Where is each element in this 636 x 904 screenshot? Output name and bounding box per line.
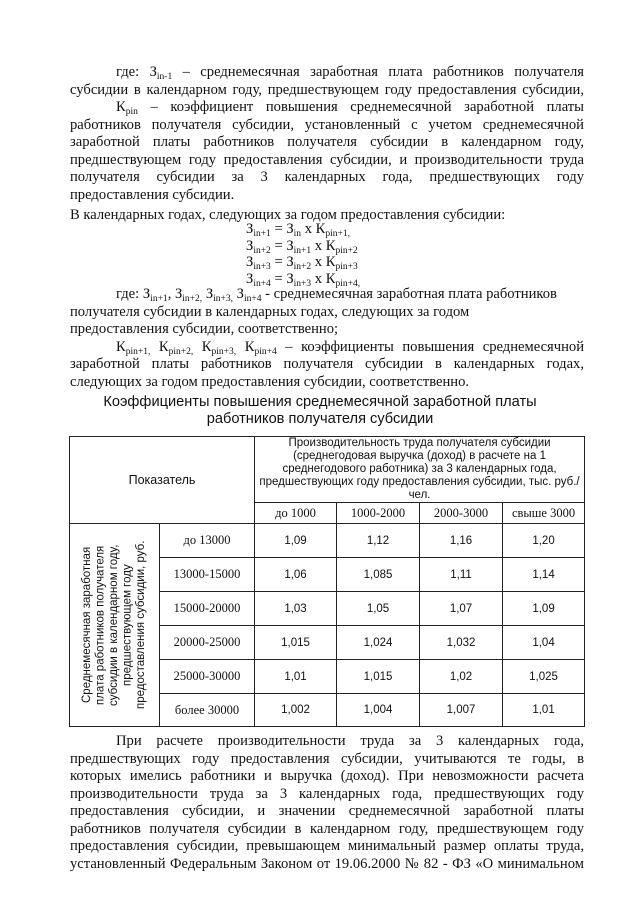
formula-block — [246, 221, 360, 287]
productivity-header: Производительность труда получателя субсидии (среднегодовая выручка (доход) в расчете на 1 среднегодового работника) за 3 календарных года, предшествующих году предоставления субсидии, тыс. руб./чел. — [255, 437, 585, 503]
row-range: 20000-25000 — [160, 626, 255, 660]
row-range: 13000-15000 — [160, 558, 255, 592]
para3-line7: предоставления субсидии, превышающем минимальный размер оплаты труда, — [70, 838, 584, 854]
table-cell: 1,06 — [255, 558, 337, 592]
k-line1: $К_{pin+1,}$ $К_{pin+2,}$ $К_{pin+3,}$ $К_{pin+4}$ – коэффициенты повышения среднемесячной — [116, 338, 585, 357]
row-range: более 30000 — [160, 694, 255, 727]
salary-row-header-text: Среднемесячная заработная плата работников получателя субсидии в календарном году, предшествующем году предоставления субсидии, руб. — [80, 540, 147, 710]
para3-line8: установленный Федеральным Законом от 19.06.2000 № 82 - ФЗ «О минимальном — [70, 855, 584, 872]
row-range: 25000-30000 — [160, 660, 255, 694]
para3-line5: предоставления субсидии, и значении среднемесячной заработной платы — [70, 803, 584, 819]
para1-line4: работников получателя субсидии, установленный с учетом среднемесячной — [70, 116, 584, 133]
indicator-header: Показатель — [70, 437, 255, 524]
table-cell: 1,085 — [337, 558, 420, 592]
row-range: 15000-20000 — [160, 592, 255, 626]
para1-line2: субсидии в календарном году, предшествующем году предоставления субсидии, — [70, 81, 584, 98]
k-line3: следующих за годом предоставления субсидии, соответственно. — [70, 373, 470, 390]
salary-row-header — [70, 524, 160, 727]
table-cell: 1,024 — [337, 626, 420, 660]
k-line2: заработной платы работников получателя субсидии в календарных годах, — [70, 356, 584, 372]
formula-4: $З_{in+4} = З_{in+3}$ х $К_{pin+4,}$ — [246, 270, 361, 289]
table-cell: 1,05 — [337, 592, 420, 626]
para3-line6: работников получателя субсидии в календарном году, предшествующем году — [70, 820, 584, 837]
table-cell: 1,07 — [420, 592, 503, 626]
table-cell: 1,20 — [503, 524, 585, 558]
table-cell: 1,015 — [255, 626, 337, 660]
where-line1: где: $З_{in+1}$, $З_{in+2,}$ $З_{in+3,}$ $З_{in+4}$ - среднемесячная заработная плата работников — [116, 286, 557, 304]
formula-1: $З_{in+1} = З_{in}$ х $К_{pin+1,}$ — [246, 221, 350, 239]
coefficient-table — [69, 436, 585, 727]
para3-line1: При расчете производительности труда за 3 календарных года, — [116, 733, 584, 749]
row-range: до 13000 — [160, 524, 255, 558]
table-cell: 1,01 — [255, 660, 337, 694]
table-cell: 1,02 — [420, 660, 503, 694]
para1-line5: заработной платы работников получателя субсидии в календарном году, — [70, 134, 584, 150]
para1-line6: предшествующем году предоставления субсидии, и производительности труда — [70, 151, 584, 168]
para1-line1: где: $З_{in-1}$ – среднемесячная заработная плата работников получателя — [116, 64, 584, 82]
table-cell: 1,032 — [420, 626, 503, 660]
col-header-1: до 1000 — [255, 503, 337, 524]
table-title-line1: Коэффициенты повышения среднемесячной заработной платы — [103, 394, 537, 410]
col-header-2: 1000-2000 — [337, 503, 420, 524]
table-cell: 1,11 — [420, 558, 503, 592]
table-cell: 1,14 — [503, 558, 585, 592]
table-cell: 1,025 — [503, 660, 585, 694]
table-cell: 1,03 — [255, 592, 337, 626]
table-cell: 1,004 — [337, 694, 420, 727]
para1-line8: предоставления субсидии. — [70, 186, 235, 203]
para3-line4: производительности труда за 3 календарных года, предшествующих году — [70, 785, 584, 802]
table-cell: 1,12 — [337, 524, 420, 558]
table-cell: 1,09 — [503, 592, 585, 626]
where-line2: получателя субсидии в календарных годах, следующих за годом — [70, 303, 470, 320]
table-cell: 1,002 — [255, 694, 337, 727]
para3-line2: предшествующих году предоставления субсидии, учитываются те годы, в — [70, 750, 584, 767]
para2-intro: В календарных годах, следующих за годом предоставления субсидии: — [70, 207, 506, 223]
table-row — [70, 524, 585, 558]
table-cell: 1,16 — [420, 524, 503, 558]
where-line3: предоставления субсидии, соответственно; — [70, 321, 339, 337]
para1-line7: получателя субсидии за 3 календарных года, предшествующих году — [70, 169, 584, 185]
table-title — [20, 394, 620, 428]
para3-line3: которых имелись работники и выручка (доход). При невозможности расчета — [70, 768, 584, 784]
formula-2: $З_{in+2} = З_{in+1}$ х $К_{pin+2}$ — [246, 237, 358, 256]
col-header-3: 2000-3000 — [420, 503, 503, 524]
table-title-line2: работников получателя субсидии — [206, 411, 434, 427]
formula-3: $З_{in+3} = З_{in+2}$ х $К_{pin+3}$ — [246, 254, 358, 272]
table-cell: 1,015 — [337, 660, 420, 694]
para1-line3: $К_{pin}$ – коэффициент повышения среднемесячной заработной платы — [116, 99, 584, 117]
col-header-4: свыше 3000 — [503, 503, 585, 524]
table-cell: 1,007 — [420, 694, 503, 727]
table-cell: 1,09 — [255, 524, 337, 558]
table-cell: 1,01 — [503, 694, 585, 727]
table-cell: 1,04 — [503, 626, 585, 660]
